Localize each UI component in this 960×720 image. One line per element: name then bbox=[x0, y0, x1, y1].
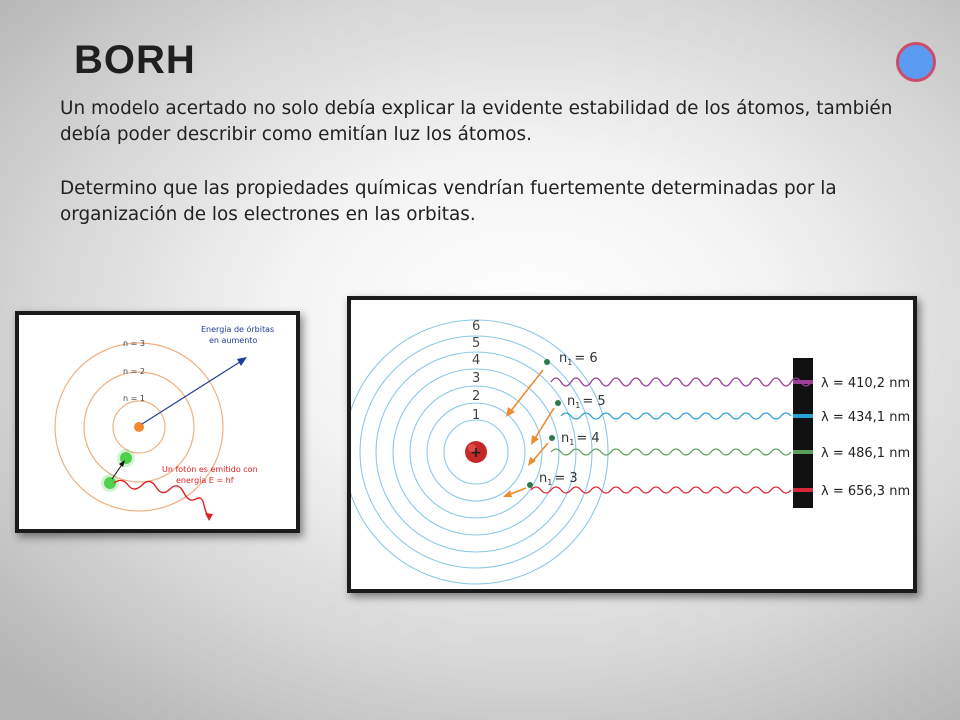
paragraph-1: Un modelo acertado no solo debía explicar la evidente estabilidad de los átomos, también debía poder describir como emitían luz los átomos. bbox=[60, 98, 893, 145]
level-label-n3: n = 3 bbox=[123, 339, 145, 348]
wavelength-label-3: λ = 486,1 nm bbox=[821, 446, 911, 461]
level-label-2: 2 bbox=[472, 389, 481, 404]
emission-wave-4 bbox=[551, 449, 791, 455]
level-label-1: 1 bbox=[472, 408, 481, 423]
wavelength-label-2: λ = 434,1 nm bbox=[821, 410, 911, 425]
nucleus-symbol: + bbox=[470, 445, 482, 461]
paragraph-2: Determino que las propiedades químicas vendrían fuertemente determinadas por la organización de los electrones en las orbitas. bbox=[60, 178, 837, 225]
photon-wave bbox=[114, 480, 210, 517]
energy-arrowhead bbox=[237, 357, 247, 366]
hydrogen-spectrum-figure bbox=[347, 296, 917, 593]
spectral-line-434 bbox=[793, 414, 813, 418]
bohr-orbits-figure bbox=[15, 311, 300, 533]
transition-label-3: $n_1 = 3$ bbox=[539, 471, 578, 487]
emission-wave-3 bbox=[531, 487, 791, 493]
transition-label-4: $n_1 = 4$ bbox=[561, 431, 600, 447]
emission-wave-5 bbox=[561, 413, 791, 419]
spectral-line-486 bbox=[793, 450, 813, 454]
level-label-3: 3 bbox=[472, 371, 481, 386]
blue-circle-icon bbox=[896, 42, 936, 82]
spectral-line-656 bbox=[793, 488, 813, 492]
level-label-5: 5 bbox=[472, 336, 481, 351]
slide-title: BORH bbox=[74, 38, 196, 82]
wavelength-label-1: λ = 410,2 nm bbox=[821, 376, 911, 391]
wavelength-label-4: λ = 656,3 nm bbox=[821, 484, 911, 499]
photon-label-line1: Un fotón es emitido con bbox=[162, 465, 258, 474]
level-label-n2: n = 2 bbox=[123, 367, 145, 376]
transition-label-5: $n_1 = 5$ bbox=[567, 394, 606, 410]
level-label-4: 4 bbox=[472, 353, 481, 368]
level-label-n1: n = 1 bbox=[123, 394, 145, 403]
transition-label-6: $n_1 = 6$ bbox=[559, 351, 598, 367]
energy-label-line1: Energía de órbitas bbox=[201, 325, 275, 334]
photon-label-line2: energía E = hf bbox=[176, 476, 234, 485]
level-label-6: 6 bbox=[472, 319, 481, 334]
energy-label-line2: en aumento bbox=[209, 336, 258, 345]
